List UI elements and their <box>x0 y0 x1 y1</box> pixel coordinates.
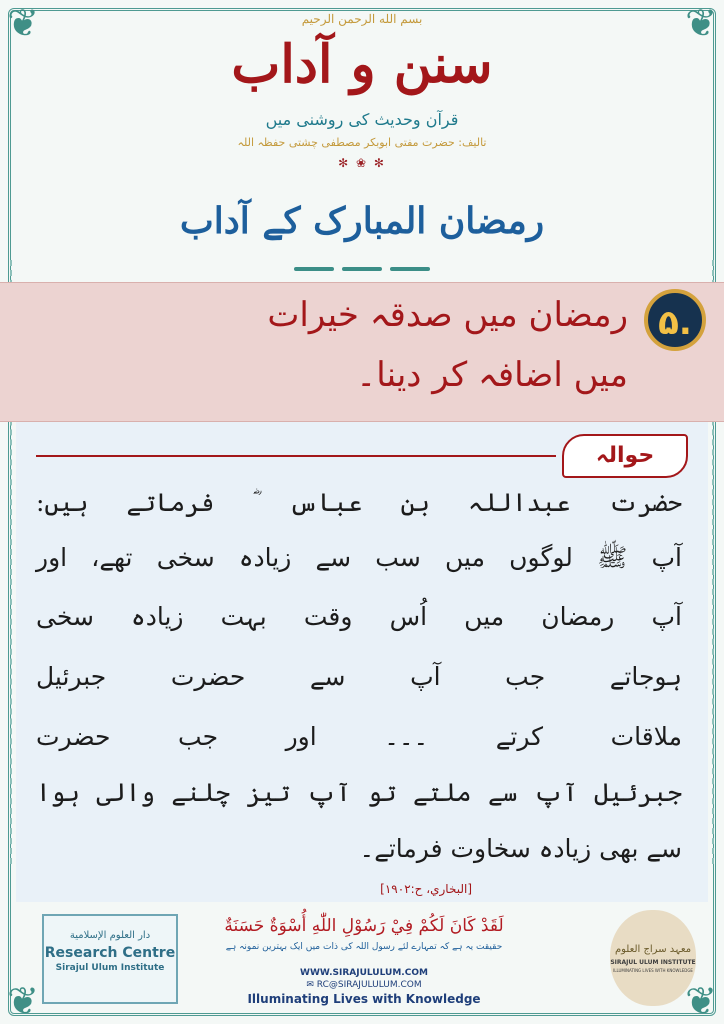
reference-label-tag <box>562 434 688 478</box>
reference-divider <box>36 455 556 457</box>
rc-subname: Sirajul Ulum Institute <box>55 963 165 973</box>
reference-line: سے بھی زیادہ سخاوت فرماتے۔ <box>359 834 682 863</box>
quran-verse: لَقَدْ كَانَ لَكُمْ فِيْ رَسُوْلِ اللّٰهِ أُسْوَةٌ حَسَنَةٌ <box>224 916 504 936</box>
point-section <box>0 282 724 422</box>
corner-ornament-icon: ❦ <box>7 979 39 1023</box>
citation: [البخاري، ح:١٩٠٢] <box>380 882 472 896</box>
si-name: SIRAJUL ULUM INSTITUTE <box>610 959 696 966</box>
subtitle: قرآن وحدیث کی روشنی میں <box>265 110 459 129</box>
reference-section <box>16 422 708 902</box>
point-text <box>28 285 628 405</box>
reference-line: جبرئیل آپ سے ملتے تو آپ تیز چلنے والی ہوا <box>36 778 682 807</box>
si-arabic-text: معہد سراج العلوم <box>614 944 692 955</box>
rc-arabic-text: دار العلوم الإسلامية <box>69 930 151 941</box>
reference-line: حضرت عبداللہ بن عباس ؓ فرماتے ہیں: <box>36 488 682 517</box>
sirajul-ulum-logo <box>610 910 696 1006</box>
corner-ornament-icon: ❦ <box>685 1 717 45</box>
email-link[interactable] <box>204 980 524 990</box>
point-number-badge: ۵. <box>644 289 706 351</box>
point-text-line: رمضان میں صدقہ خیرات <box>267 295 628 335</box>
reference-line: ملاقات کرتے ۔۔۔ اور جب حضرت <box>36 722 682 751</box>
page-title: سنن و آداب <box>231 34 493 95</box>
tagline: Illuminating Lives with Knowledge <box>247 992 481 1006</box>
topic-heading: رمضان المبارک کے آداب <box>179 200 545 242</box>
bismillah: بسم الله الرحمن الرحيم <box>301 12 423 26</box>
corner-ornament-icon: ❦ <box>685 979 717 1023</box>
quran-translation: حقیقت یہ ہے کہ تمہارے لئے رسول اللہ کی ذات میں ایک بہترین نمونہ ہے <box>225 942 503 952</box>
reference-label: حوالہ <box>595 443 655 468</box>
footer <box>0 906 724 1024</box>
si-subname: ILLUMINATING LIVES WITH KNOWLEDGE <box>613 968 693 973</box>
mail-icon: ✉ <box>306 980 317 990</box>
point-text-line: میں اضافہ کر دینا۔ <box>356 355 628 395</box>
website-link[interactable]: WWW.SIRAJULULUM.COM <box>300 968 428 978</box>
heading-underline-ornament <box>290 256 440 262</box>
email-text: RC@SIRAJULULUM.COM <box>316 980 422 990</box>
rc-name: Research Centre <box>44 945 176 961</box>
reference-line: آپ ﷺ لوگوں میں سب سے زیادہ سخی تھے، اور <box>36 543 682 572</box>
corner-ornament-icon: ❦ <box>7 1 39 45</box>
author-line: تالیف: حضرت مفتی ابوبکر مصطفی چشتی حفظہ اللہ <box>237 136 487 149</box>
research-centre-logo <box>42 914 178 1004</box>
reference-line: آپ رمضان میں اُس وقت بہت زیادہ سخی <box>36 602 682 631</box>
divider-ornament-icon: ✻ ❀ ✻ <box>338 156 386 170</box>
reference-line: ہوجاتے جب آپ سے حضرت جبرئیل <box>36 662 682 691</box>
